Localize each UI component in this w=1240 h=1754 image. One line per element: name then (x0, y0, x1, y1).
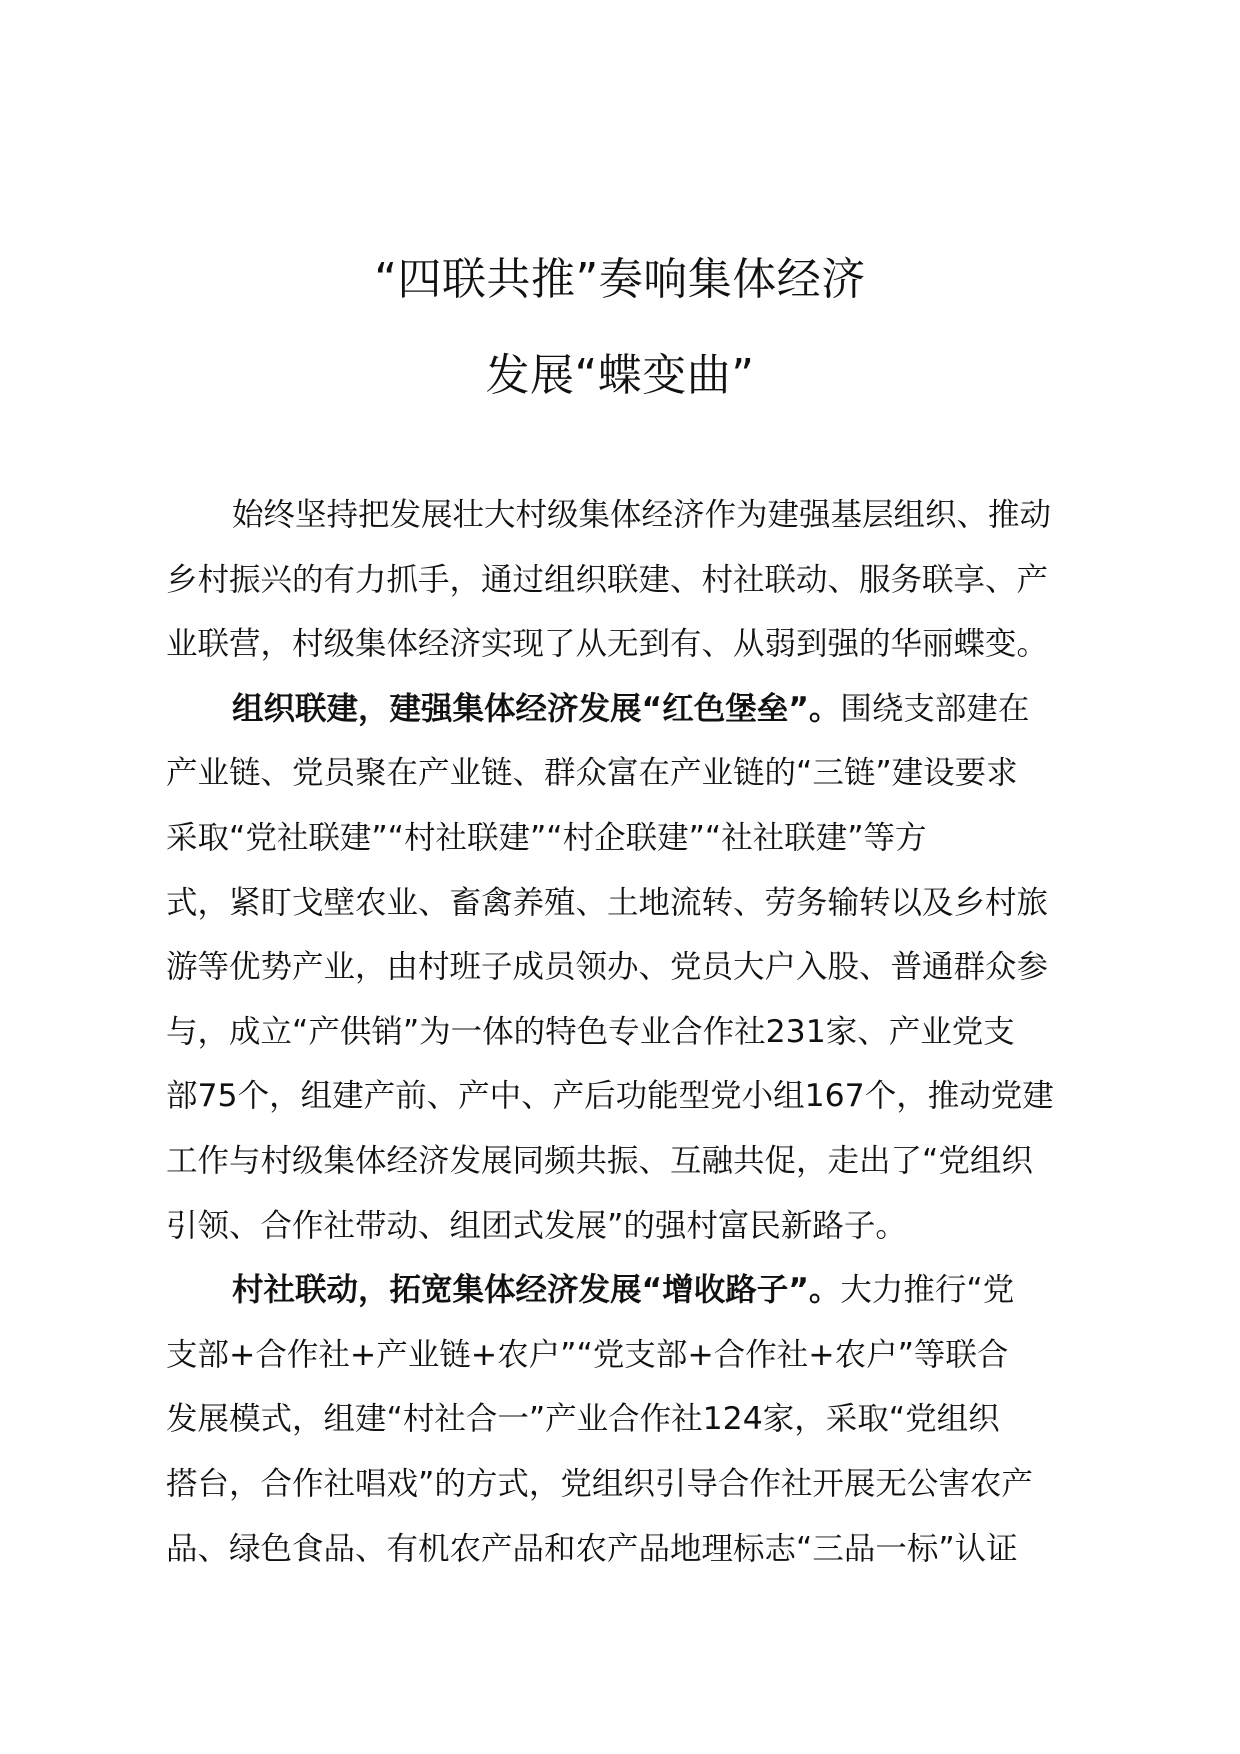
paragraph-1-line-2: 乡村振兴的有力抓手，通过组织联建、村社联动、服务联享、产 (166, 561, 1049, 598)
paragraph-3-line-4: 搭台，合作社唱戏”的方式，党组织引导合作社开展无公害农产 (166, 1465, 1033, 1502)
paragraph-3-text-start: 大力推行“党 (840, 1272, 1015, 1309)
paragraph-3-line-2: 支部+合作社+产业链+农户”“党支部+合作社+农户”等联合 (166, 1336, 1009, 1373)
paragraph-1-line-3: 业联营，村级集体经济实现了从无到有、从弱到强的华丽蝶变。 (166, 626, 1049, 663)
section-heading-village-cooperative: 村社联动，拓宽集体经济发展“增收路子”。 (232, 1272, 841, 1309)
paragraph-2-line-5: 游等优势产业，由村班子成员领办、党员大户入股、普通群众参 (166, 949, 1049, 986)
paragraph-2-line-7: 部75个，组建产前、产中、产后功能型党小组167个，推动党建 (166, 1078, 1054, 1115)
document-title (0, 232, 1240, 424)
paragraph-3-line-3: 发展模式，组建“村社合一”产业合作社124家，采取“党组织 (166, 1401, 1000, 1438)
paragraph-2-line-2: 产业链、党员聚在产业链、群众富在产业链的“三链”建设要求 (166, 755, 1018, 792)
title-line-2: 发展“蝶变曲” (485, 350, 755, 401)
paragraph-2-line-4: 式，紧盯戈壁农业、畜禽养殖、土地流转、劳务输转以及乡村旅 (166, 884, 1049, 921)
paragraph-1-line-1: 始终坚持把发展壮大村级集体经济作为建强基层组织、推动 (232, 497, 1052, 533)
paragraph-2-line-1 (166, 677, 1092, 742)
paragraph-3-line-1 (166, 1258, 1092, 1323)
paragraph-2-line-8: 工作与村级集体经济发展同频共振、互融共促，走出了“党组织 (166, 1142, 1033, 1179)
paragraph-2-text-start: 围绕支部建在 (840, 690, 1030, 727)
document-body (166, 483, 1092, 1581)
paragraph-2-line-3: 采取“党社联建”“村社联建”“村企联建”“社社联建”等方 (166, 819, 927, 856)
paragraph-2-line-6: 与，成立“产供销”为一体的特色专业合作社231家、产业党支 (166, 1013, 1015, 1050)
section-heading-organization: 组织联建，建强集体经济发展“红色堡垒”。 (232, 690, 841, 727)
paragraph-2-line-9: 引领、合作社带动、组团式发展”的强村富民新路子。 (166, 1207, 907, 1244)
paragraph-3-line-5: 品、绿色食品、有机农产品和农产品地理标志“三品一标”认证 (166, 1530, 1018, 1567)
title-line-1: “四联共推”奏响集体经济 (374, 254, 866, 305)
